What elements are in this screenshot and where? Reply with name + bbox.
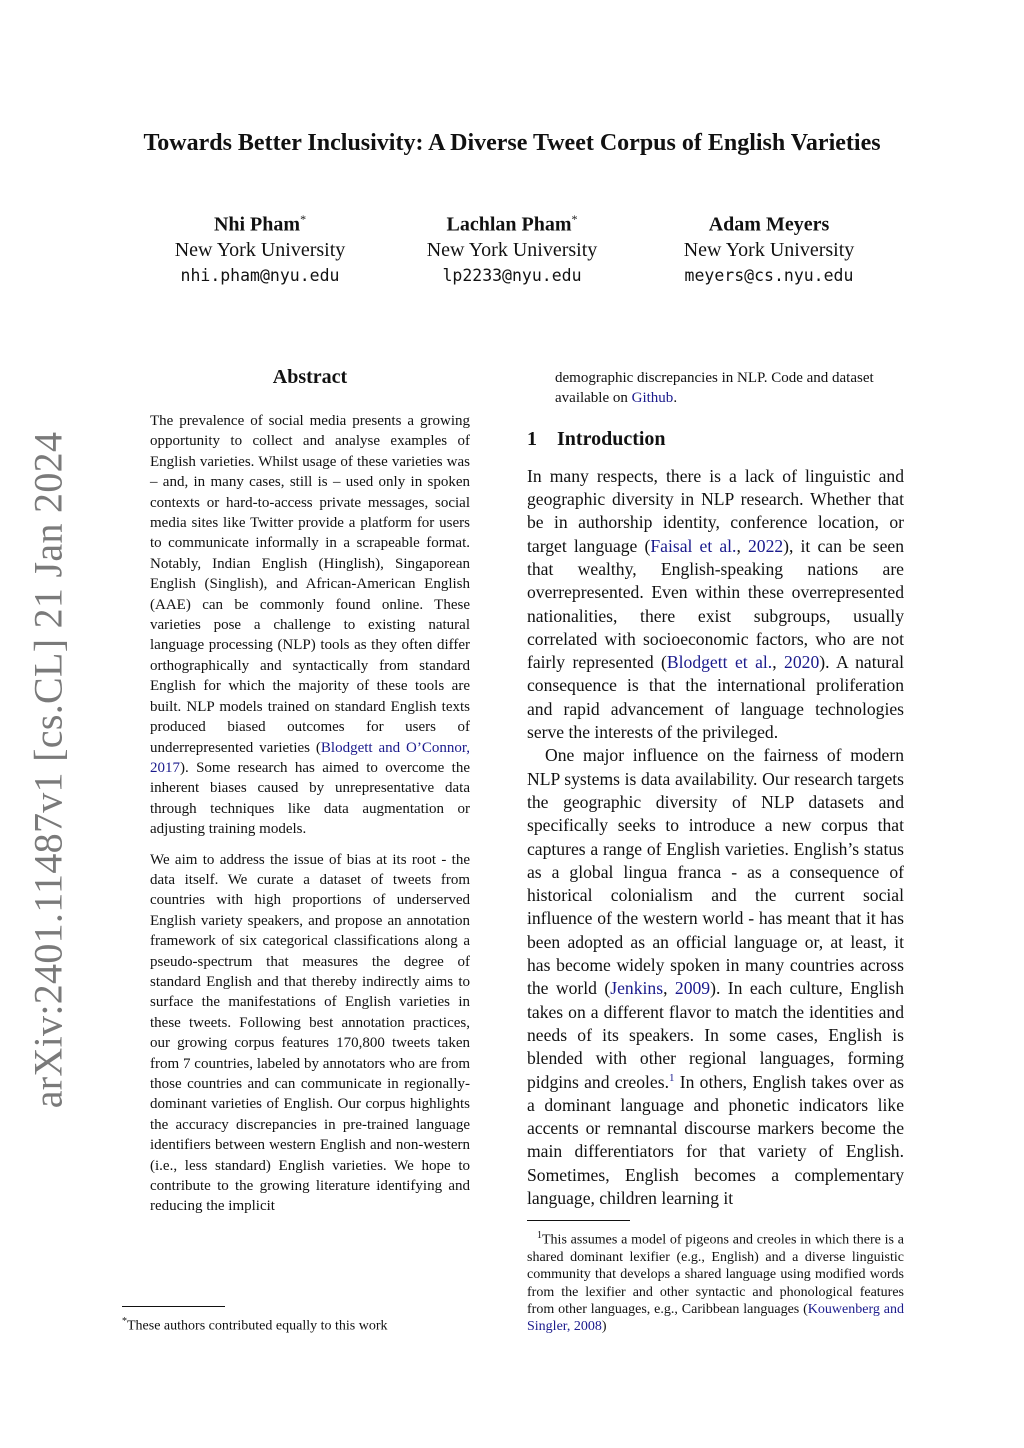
abstract-continuation: demographic discrepancies in NLP. Code and dataset available on Github. [555,370,874,407]
citation-link[interactable]: 2020 [784,652,820,673]
citation-link[interactable]: 2022 [747,535,784,556]
author-affiliation: New York University [683,238,855,261]
author-email[interactable]: nhi.pham@nyu.edu [180,265,340,285]
abstract-paragraph: We aim to address the issue of bias at its root - the data itself. We curate a dataset of tweets from countries with high proportions of underserved English variety speakers, and propose an annotation framework of six categorical classifications along a pseudo-spectrum that measures the degree of standard English and that thereby indirectly aims to surface the manifestations of English varieties in these tweets. Following best annotation practices, our growing corpus features 170,800 tweets taken from 7 countries, labeled by annotators who are from those countries and can communicate in regionally-dominant varieties of English. Our corpus highlights the accuracy discrepancies in pre-trained language identifiers between western English and non-western (i.e., less standard) English varieties. We hope to contribute to the growing literature identifying and reducing the implicit [150,851,470,1215]
citation-link[interactable]: Blodgett and O’Connor, 2017 [150,739,470,776]
author-affiliation: New York University [426,238,598,261]
citation-link[interactable]: Blodgett et al. [666,652,773,673]
github-link[interactable]: Github [631,390,674,407]
footnote-marker[interactable]: 1 [668,1071,675,1084]
footnote-divider [527,1220,630,1221]
footnote-divider [122,1306,225,1307]
right-column [527,368,904,1210]
author-affiliation: New York University [174,238,346,261]
citation-link[interactable]: Kouwenberg and Singler, 2008 [527,1301,904,1335]
intro-paragraph: In many respects, there is a lack of linguistic and geographic diversity in NLP research. Whether that be in authorship identity, conference location, or target language (Faisal et al., 2022), it can be seen that wealthy, English-speaking nations are overrepresented. Even within these overrepresented nationalities, there exist subgroups, usually correlated with socioeconomic factors, who are not fairly represented (Blodgett et al., 2020). A natural consequence is that the international proliferation and rapid advancement of language technologies serve the interests of the privileged. [527,465,904,743]
citation-link[interactable]: Faisal et al. [650,535,737,556]
left-column [150,366,470,1217]
author-block [130,207,390,288]
arxiv-identifier: arXiv:2401.11487v1 [cs.CL] 21 Jan 2024 [25,431,71,1109]
citation-link[interactable]: Jenkins [610,978,664,999]
footnote-1: $^1$This assumes a model of pigeons and creoles in which there is a shared dominant lexifier (e.g., English) and a diverse linguistic community that develops a shared language using modified words from the lexifier and other syntactic and phonological features from other languages, e.g., Caribbean languages (Kouwenberg and Singler, 2008) [527,1230,904,1335]
citation-link[interactable]: 2009 [674,978,711,999]
abstract-paragraph: The prevalence of social media presents a growing opportunity to collect and analyse examples of English varieties. Whilst usage of these varieties was – and, in many cases, still is – used only in spoken contexts or hard-to-access private messages, social media sites like Twitter provide a platform for users to communicate informally in a scrapeable format. Notably, Indian English (Hinglish), Singaporean English (Singlish), and African-American English (AAE) can be commonly found online. These varieties pose a challenge to existing natural language processing (NLP) tools as they often differ orthographically and syntactically from standard English for which the majority of these tools are built. NLP models trained on standard English texts produced biased outcomes for users of underrepresented varieties (Blodgett and O’Connor, 2017). Some research has aimed to overcome the inherent biases caused by unrepresentative data through techniques like data augmentation or adjusting training models. [150,413,470,838]
author-email[interactable]: meyers@cs.nyu.edu [684,265,854,285]
author-name: Lachlan Pham* [446,212,578,236]
author-block [639,207,899,288]
author-email[interactable]: lp2233@nyu.edu [442,265,582,285]
footnote-equal-contribution: *These authors contributed equally to this work [122,1316,388,1334]
intro-paragraph: One major influence on the fairness of modern NLP systems is data availability. Our research targets the geographic diversity of NLP datasets and specifically seeks to introduce a new corpus that captures a range of English varieties. English’s status as a global lingua franca - as a consequence of historical colonialism and the current social influence of the western world - has meant that it has been adopted as an official language or, at least, it has become widely spoken in many countries across the world (Jenkins, 2009). In each culture, English takes on a different flavor to match the identities and needs of its speakers. In some cases, English is blended with other regional languages, forming pidgins and creoles.$^1$ In others, English takes over as a dominant language and phonetic indicators like accents or remnantal discourse markers become the main differentiators for that variety of English. Sometimes, English becomes a complementary language, children learning it [527,745,904,1209]
author-block [382,207,642,288]
paper-title: Towards Better Inclusivity: A Diverse Tweet Corpus of English Varieties [143,130,881,156]
author-name: Nhi Pham* [213,212,307,236]
abstract-heading: Abstract [272,366,348,388]
author-name: Adam Meyers [708,213,830,236]
section-heading: 1 Introduction [527,427,666,450]
